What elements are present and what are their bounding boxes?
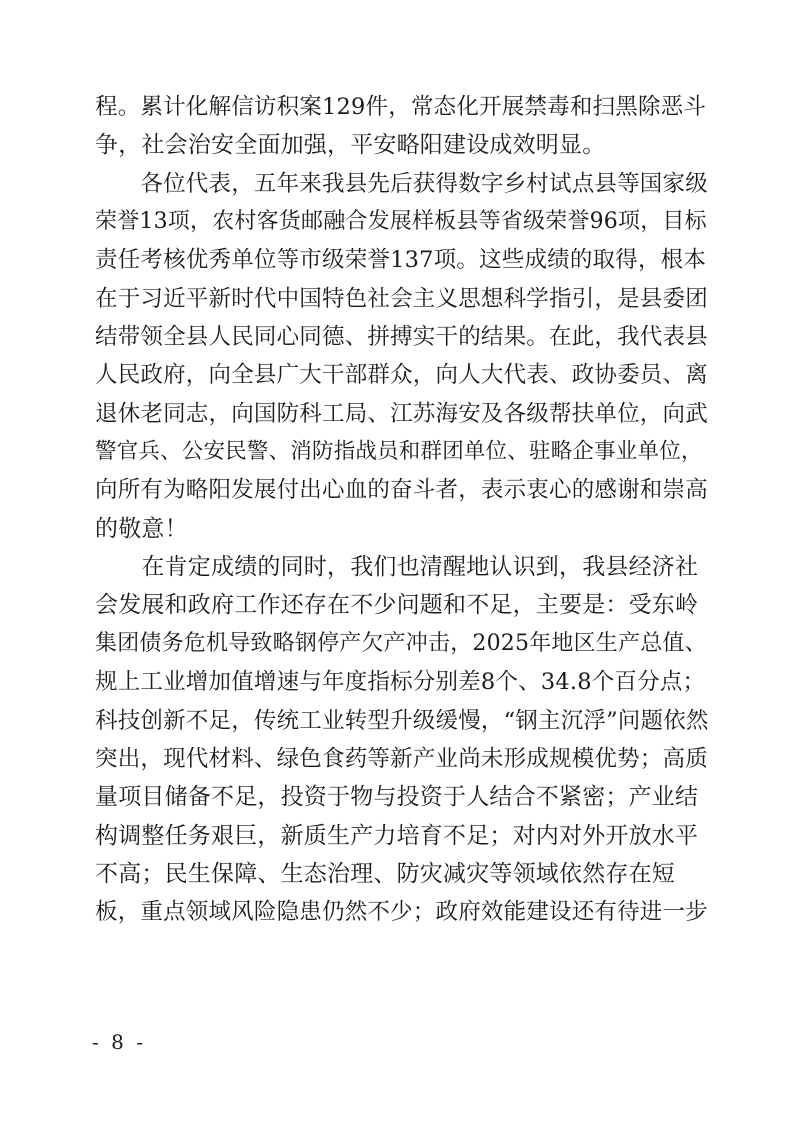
text-line-10: 警官兵、公安民警、消防指战员和群团单位、驻略企事业单位， <box>95 439 703 465</box>
text-line-17: 科技创新不足，传统工业转型升级缓慢，“钢主沉浮”问题依然 <box>95 707 709 734</box>
text-line-21: 不高；民生保障、生态治理、防灾减灾等领域依然存在短 <box>95 860 675 887</box>
text-line-5: 责任考核优秀单位等市级荣誉137项。这些成绩的取得，根本 <box>95 247 707 274</box>
text-line-2: 争，社会治安全面加强，平安略阳建设成效明显。 <box>95 132 606 159</box>
body-text <box>95 88 715 932</box>
text-line-16: 规上工业增加值增速与年度指标分别差8个、34.8个百分点； <box>95 669 706 696</box>
text-line-14: 会发展和政府工作还存在不少问题和不足，主要是：受东岭 <box>95 592 699 619</box>
text-line-4: 荣誉13项，农村客货邮融合发展样板县等省级荣誉96项，目标 <box>95 209 707 235</box>
text-line-12: 的敬意！ <box>95 515 188 542</box>
text-line-7: 结带领全县人民同心同德、拼搏实干的结果。在此，我代表县 <box>95 324 708 351</box>
page-number: - 8 - <box>92 1030 146 1054</box>
text-line-8: 人民政府，向全县广大干部群众，向人大代表、政协委员、离 <box>95 362 708 389</box>
text-line-22: 板，重点领域风险隐患仍然不少；政府效能建设还有待进一步 <box>95 899 708 926</box>
text-line-20: 构调整任务艰巨，新质生产力培育不足；对内对外开放水平 <box>95 822 699 849</box>
text-line-15: 集团债务危机导致略钢停产欠产冲击，2025年地区生产总值、 <box>95 630 707 656</box>
text-line-9: 退休老同志，向国防科工局、江苏海安及各级帮扶单位，向武 <box>95 400 708 427</box>
text-line-18: 突出，现代材料、绿色食药等新产业尚未形成规模优势；高质 <box>95 745 708 772</box>
text-line-3: 各位代表，五年来我县先后获得数字乡村试点县等国家级 <box>95 170 708 197</box>
text-line-11: 向所有为略阳发展付出心血的奋斗者，表示衷心的感谢和崇高 <box>95 477 708 504</box>
text-line-13: 在肯定成绩的同时，我们也清醒地认识到，我县经济社 <box>95 554 699 581</box>
text-line-6: 在于习近平新时代中国特色社会主义思想科学指引，是县委团 <box>95 285 708 312</box>
text-line-1: 程。累计化解信访积案129件，常态化开展禁毒和扫黑除恶斗 <box>95 94 707 120</box>
text-line-19: 量项目储备不足，投资于物与投资于人结合不紧密；产业结 <box>95 784 699 811</box>
